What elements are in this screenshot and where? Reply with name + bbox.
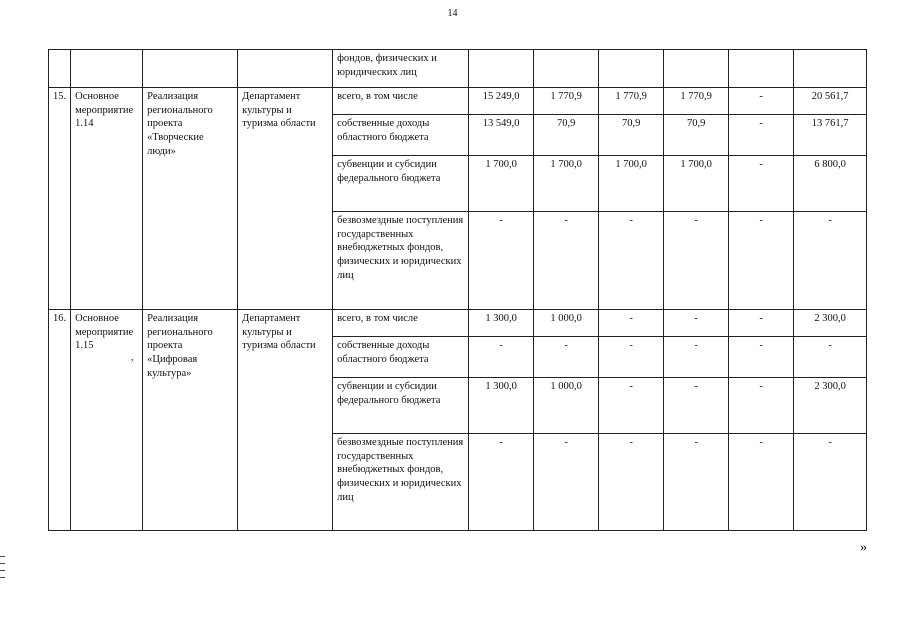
- value-cell: -: [794, 212, 867, 310]
- no-cell: [49, 50, 71, 88]
- source-cell: всего, в том числе: [333, 88, 469, 115]
- name-cell: [71, 50, 143, 88]
- value-cell: -: [729, 434, 794, 531]
- table-row-m16-total: [49, 310, 867, 337]
- source-cell: безвозмездные поступления государственных внебюджетных фондов, физических и юридических лиц: [333, 212, 469, 310]
- page-number: 14: [447, 8, 458, 19]
- value-cell: -: [729, 156, 794, 212]
- value-cell: 1 770,9: [599, 88, 664, 115]
- value-cell: 1 700,0: [664, 156, 729, 212]
- source-cell: субвенции и субсидии федерального бюджета: [333, 156, 469, 212]
- margin-tick: [0, 556, 5, 557]
- value-cell: -: [534, 212, 599, 310]
- value-cell: -: [469, 212, 534, 310]
- value-cell: 1 000,0: [534, 310, 599, 337]
- table-row-m15-total: [49, 88, 867, 115]
- value-cell: [794, 50, 867, 88]
- value-cell: -: [794, 434, 867, 531]
- executor-name: Департамент культуры и туризма области: [238, 88, 333, 310]
- value-cell: -: [729, 310, 794, 337]
- margin-tick: [0, 577, 5, 578]
- measure-name: Основное мероприятие 1.14: [71, 88, 143, 310]
- value-cell: -: [534, 434, 599, 531]
- source-cell: субвенции и субсидии федерального бюджета: [333, 378, 469, 434]
- value-cell: 1 700,0: [599, 156, 664, 212]
- value-cell: [664, 50, 729, 88]
- value-cell: -: [729, 115, 794, 156]
- source-cell: всего, в том числе: [333, 310, 469, 337]
- value-cell: -: [469, 434, 534, 531]
- value-cell: 6 800,0: [794, 156, 867, 212]
- executor-cell: [238, 50, 333, 88]
- value-cell: 70,9: [534, 115, 599, 156]
- value-cell: [599, 50, 664, 88]
- value-cell: 1 770,9: [534, 88, 599, 115]
- project-cell: [143, 50, 238, 88]
- value-cell: -: [664, 337, 729, 378]
- value-cell: 70,9: [664, 115, 729, 156]
- project-name: Реализация регионального проекта «Творческие люди»: [143, 88, 238, 310]
- source-cell: безвозмездные поступления государственных внебюджетных фондов, физических и юридических лиц: [333, 434, 469, 531]
- table-row-continuation: [49, 50, 867, 88]
- value-cell: -: [664, 434, 729, 531]
- row-number: 16.: [49, 310, 71, 531]
- margin-tick: [0, 570, 5, 571]
- value-cell: 2 300,0: [794, 310, 867, 337]
- source-cell: собственные доходы областного бюджета: [333, 115, 469, 156]
- project-name: Реализация регионального проекта «Цифровая культура»: [143, 310, 238, 531]
- value-cell: -: [664, 378, 729, 434]
- margin-tick: [0, 563, 5, 564]
- value-cell: 20 561,7: [794, 88, 867, 115]
- value-cell: -: [729, 337, 794, 378]
- value-cell: -: [599, 310, 664, 337]
- value-cell: [469, 50, 534, 88]
- value-cell: -: [469, 337, 534, 378]
- stray-comma-mark: ,: [131, 352, 134, 363]
- value-cell: -: [534, 337, 599, 378]
- value-cell: -: [729, 88, 794, 115]
- closing-quote: »: [860, 540, 867, 555]
- value-cell: -: [729, 212, 794, 310]
- value-cell: 1 770,9: [664, 88, 729, 115]
- value-cell: 70,9: [599, 115, 664, 156]
- value-cell: 2 300,0: [794, 378, 867, 434]
- value-cell: -: [664, 212, 729, 310]
- value-cell: [729, 50, 794, 88]
- value-cell: -: [599, 434, 664, 531]
- row-number: 15.: [49, 88, 71, 310]
- value-cell: 15 249,0: [469, 88, 534, 115]
- executor-name: Департамент культуры и туризма области: [238, 310, 333, 531]
- margin-marks: [0, 556, 6, 616]
- value-cell: 13 761,7: [794, 115, 867, 156]
- value-cell: -: [599, 212, 664, 310]
- value-cell: -: [599, 337, 664, 378]
- value-cell: -: [599, 378, 664, 434]
- measure-name: Основное мероприятие 1.15: [71, 310, 143, 531]
- value-cell: 1 300,0: [469, 378, 534, 434]
- value-cell: 13 549,0: [469, 115, 534, 156]
- value-cell: 1 300,0: [469, 310, 534, 337]
- source-cell: фондов, физических и юридических лиц: [333, 50, 469, 88]
- value-cell: 1 700,0: [469, 156, 534, 212]
- value-cell: -: [664, 310, 729, 337]
- value-cell: 1 700,0: [534, 156, 599, 212]
- value-cell: -: [729, 378, 794, 434]
- value-cell: 1 000,0: [534, 378, 599, 434]
- value-cell: [534, 50, 599, 88]
- value-cell: -: [794, 337, 867, 378]
- source-cell: собственные доходы областного бюджета: [333, 337, 469, 378]
- budget-table: [48, 49, 867, 531]
